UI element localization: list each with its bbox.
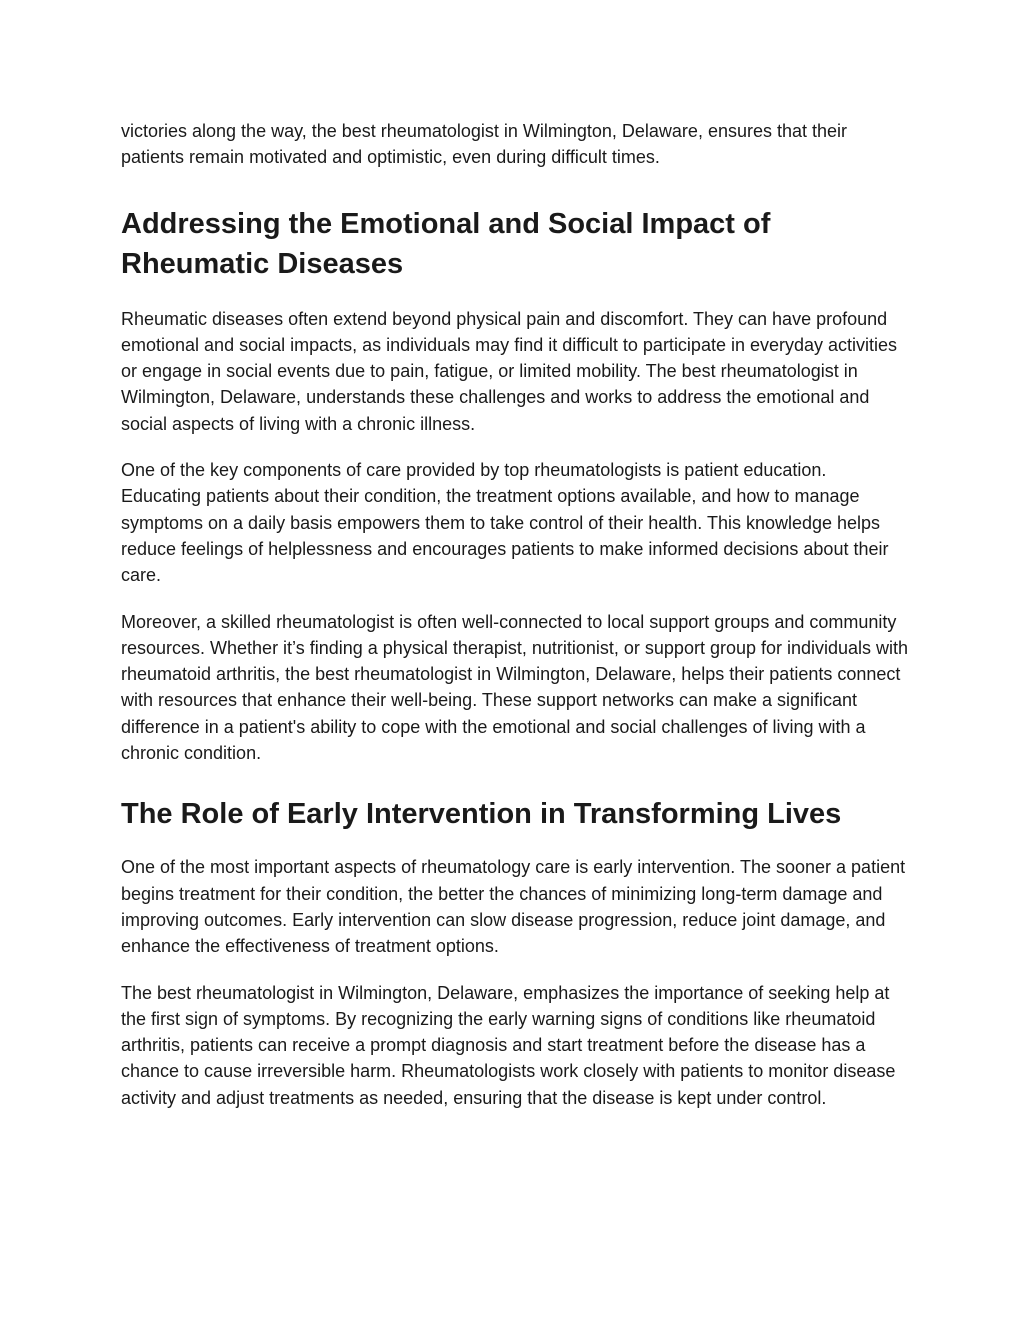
intro-paragraph: victories along the way, the best rheumatologist in Wilmington, Delaware, ensures that their patients remain motivated and optimistic, even during difficult times. [121,121,848,168]
paragraph-first-sign-symptoms: The best rheumatologist in Wilmington, Delaware, emphasizes the importance of seeking help at the first sign of symptoms. By recognizing the early warning signs of conditions like rheumatoid arthritis, patients can receive a prompt diagnosis and start treatment before the disease has a chance to cause irreversible harm. Rheumatologists work closely with patients to monitor disease activity and adjust treatments as needed, ensuring that the disease is kept under control. [121,982,896,1108]
paragraph-patient-education: One of the key components of care provided by top rheumatologists is patient education. Educating patients about their condition, the treatment options available, and how to manage symptoms on a daily basis empowers them to take control of their health. This knowledge helps reduce feelings of helplessness and encourages patients to make informed decisions about their care. [121,460,889,586]
document-page [121,118,911,1111]
paragraph-early-intervention: One of the most important aspects of rheumatology care is early intervention. The sooner a patient begins treatment for their condition, the better the chances of minimizing long-term damage and improving outcomes. Early intervention can slow disease progression, reduce joint damage, and enhance the effectiveness of treatment options. [121,857,906,957]
section-heading-emotional-social-impact: Addressing the Emotional and Social Impact of Rheumatic Diseases [121,207,771,280]
paragraph-emotional-impact: Rheumatic diseases often extend beyond physical pain and discomfort. They can have profound emotional and social impacts, as individuals may find it difficult to participate in everyday activities or engage in social events due to pain, fatigue, or limited mobility. The best rheumatologist in Wilmington, Delaware, understands these challenges and works to address the emotional and social aspects of living with a chronic illness. [121,308,898,434]
paragraph-support-networks: Moreover, a skilled rheumatologist is often well-connected to local support groups and community resources. Whether it’s finding a physical therapist, nutritionist, or support group for individuals with rheumatoid arthritis, the best rheumatologist in Wilmington, Delaware, helps their patients connect with resources that enhance their well-being. These support networks can make a significant difference in a patient's ability to cope with the emotional and social challenges of living with a chronic condition. [121,611,909,764]
section-heading-early-intervention: The Role of Early Intervention in Transforming Lives [121,798,842,831]
